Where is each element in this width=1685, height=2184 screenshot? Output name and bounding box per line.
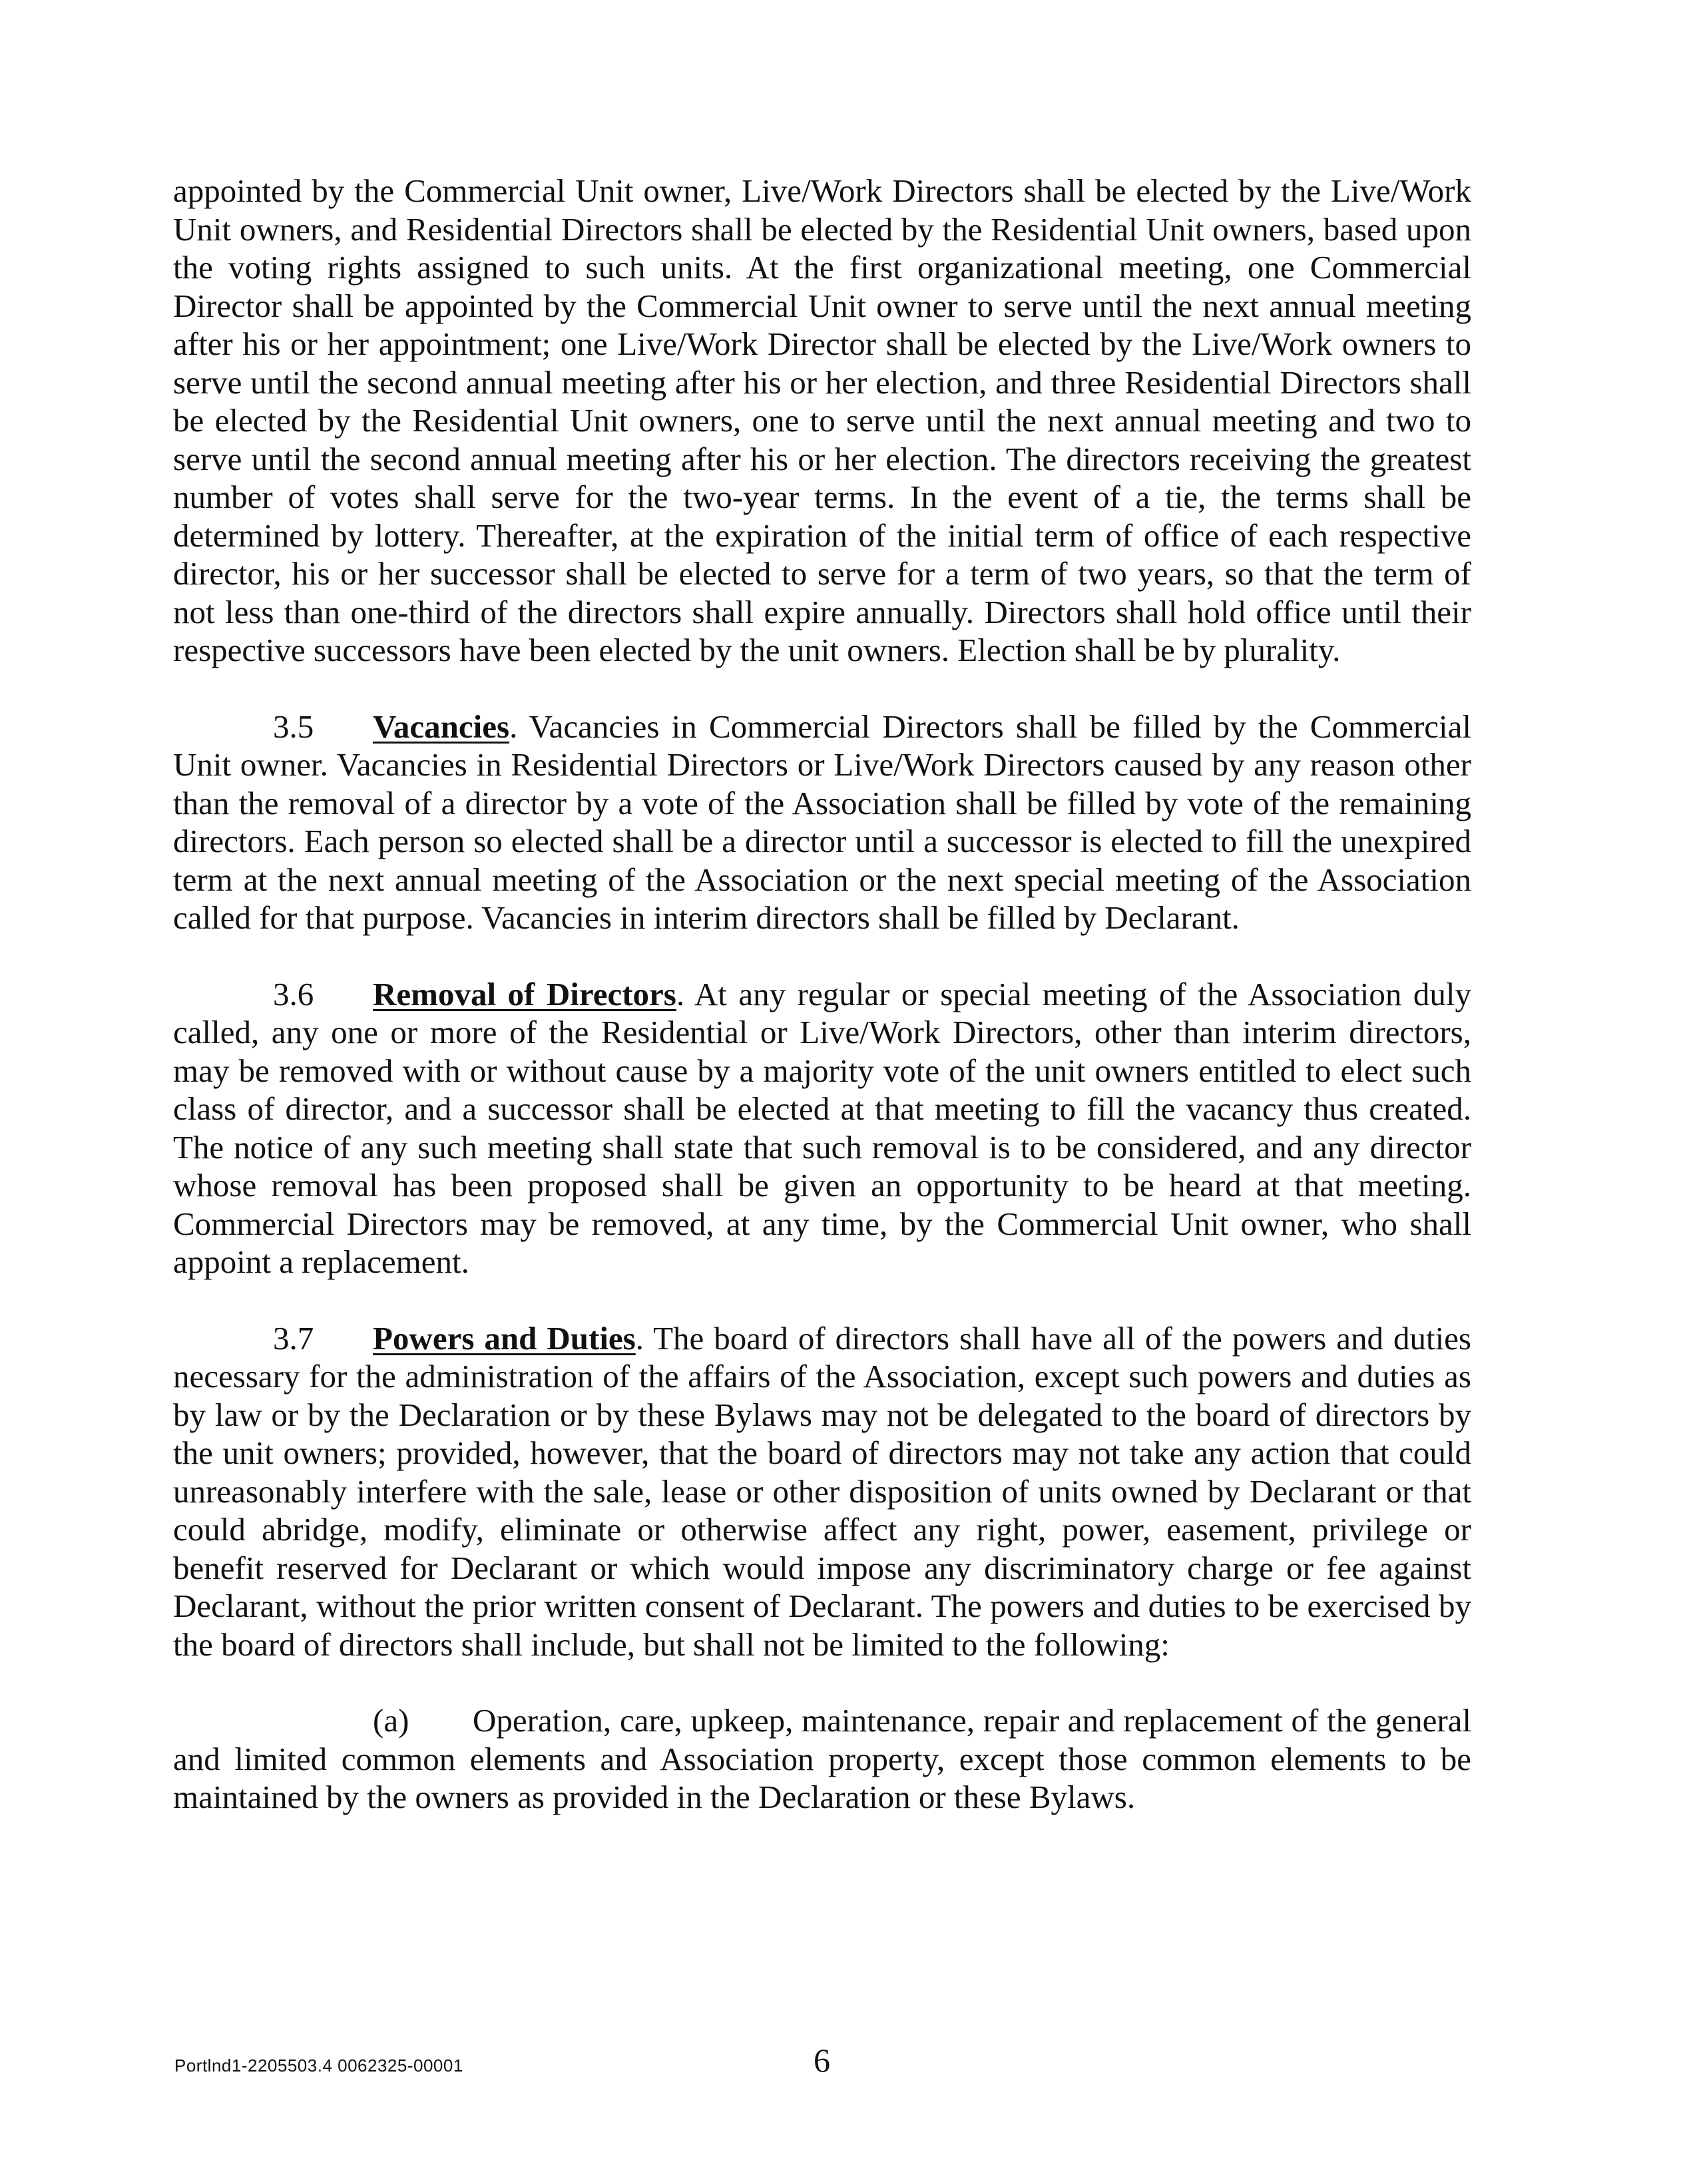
continuation-paragraph: [173, 172, 1471, 670]
section-text: . At any regular or special meeting of the Association duly called, any one or more of the Residential or Live/Work Directors, other than interim directors, may be removed with or without cause by a majority vote of the unit owners entitled to elect such class of director, and a successor shall be elected at that meeting to fill the vacancy thus created. The notice of any such meeting shall state that such removal is to be considered, and any director whose removal has been proposed shall be given an opportunity to be heard at that meeting. Commercial Directors may be removed, at any time, by the Commercial Unit owner, who shall appoint a replacement.: [173, 975, 1471, 1280]
page-number: 6: [814, 2042, 830, 2079]
section-text: . The board of directors shall have all of the powers and duties necessary for the administration of the affairs of the Association, except such powers and duties as by law or by the Declaration or by these Bylaws may not be delegated to the board of directors by the unit owners; provided, however, that the board of directors may not take any action that could unreasonably interfere with the sale, lease or other disposition of units owned by Declarant or that could abridge, modify, eliminate or otherwise affect any right, power, easement, privilege or benefit reserved for Declarant or which would impose any discriminatory charge or fee against Declarant, without the prior written consent of Declarant. The powers and duties to be exercised by the board of directors shall include, but shall not be limited to the following:: [173, 1319, 1471, 1663]
subsection-text: Operation, care, upkeep, maintenance, repair and replacement of the general and limited common elements and Association property, except those common elements to be maintained by the owners as provided in the Declaration or these Bylaws.: [173, 1702, 1471, 1815]
subsection-a: [173, 1701, 1471, 1817]
section-text: . Vacancies in Commercial Directors shall be filled by the Commercial Unit owner. Vacancies in Residential Directors or Live/Work Directors caused by any reason other than the removal of a director by a vote of the Association shall be filled by vote of the remaining directors. Each person so elected shall be a director until a successor is elected to fill the unexpired term at the next annual meeting of the Association or the next special meeting of the Association called for that purpose. Vacancies in interim directors shall be filled by Declarant.: [173, 708, 1471, 936]
section-3-6-removal-of-directors: [173, 975, 1471, 1281]
section-3-7-powers-and-duties: [173, 1319, 1471, 1664]
section-heading: Removal of Directors: [373, 975, 676, 1012]
section-number: 3.5: [273, 708, 314, 745]
section-number: 3.7: [273, 1319, 314, 1357]
subsection-label: (a): [373, 1702, 409, 1739]
section-heading: Powers and Duties: [373, 1319, 636, 1357]
continuation-text: appointed by the Commercial Unit owner, Live/Work Directors shall be elected by the Live/Work Unit owners, and Residential Directors shall be elected by the Residential Unit owners, based upon the voting rights assigned to such units. At the first organizational meeting, one Commercial Director shall be appointed by the Commercial Unit owner to serve until the next annual meeting after his or her appointment; one Live/Work Director shall be elected by the Live/Work owners to serve until the second annual meeting after his or her election, and three Residential Directors shall be elected by the Residential Unit owners, one to serve until the next annual meeting and two to serve until the second annual meeting after his or her election. The directors receiving the greatest number of votes shall serve for the two-year terms. In the event of a tie, the terms shall be determined by lottery. Thereafter, at the expiration of the initial term of office of each respective director, his or her successor shall be elected to serve for a term of two years, so that the term of not less than one-third of the directors shall expire annually. Directors shall hold office until their respective successors have been elected by the unit owners. Election shall be by plurality.: [173, 172, 1471, 668]
section-heading: Vacancies: [373, 708, 510, 745]
footer-document-id: Portlnd1-2205503.4 0062325-00001: [174, 2056, 463, 2075]
section-number: 3.6: [273, 975, 314, 1012]
document-body: [173, 172, 1471, 1817]
section-3-5-vacancies: [173, 708, 1471, 937]
